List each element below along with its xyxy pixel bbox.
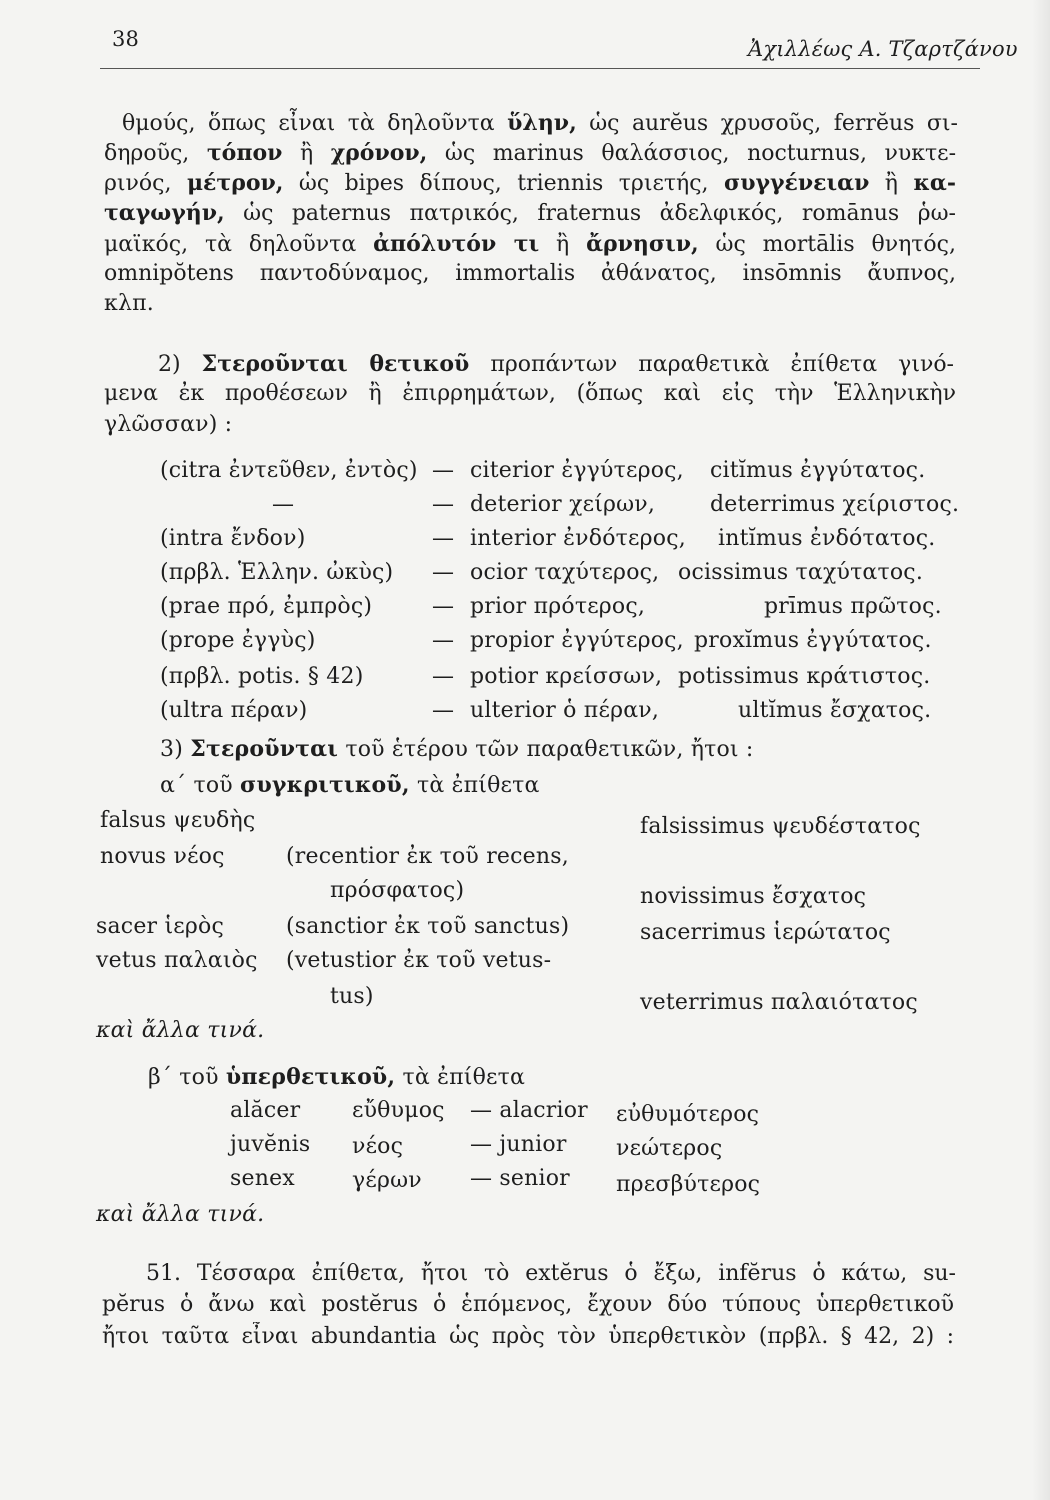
section51-line-2: pĕrus ὁ ἄνω καὶ postĕrus ὁ ἑπόμενος, ἔχουν δύο τύπους ὑπερθετικοῦ <box>102 1292 954 1317</box>
sacer-comparative: (sanctior ἐκ τοῦ sanctus) <box>286 914 570 939</box>
falsus-superlative: falsissimus ψευδέστατος <box>640 814 921 839</box>
running-title: Ἀχιλλέως Α. Τζαρτζάνου <box>748 37 1018 61</box>
section51-line-3: ἤτοι ταῦτα εἶναι abundantia ὡς πρὸς τὸν ὑπερθετικὸν (πρβλ. § 42, 2) : <box>102 1324 954 1349</box>
vetus-positive: vetus παλαιὸς <box>96 948 258 973</box>
intro-line-5: μαϊκός, τὰ δηλοῦντα ἀπόλυτόν τι ἢ ἄρνησιν, ὡς mortālis θνητός, <box>104 231 956 257</box>
book-page: 38 Ἀχιλλέως Α. Τζαρτζάνου θμούς, ὅπως εἶναι τὰ δηλοῦντα ὕλην, ὡς aurĕus χρυσοῦς, ferrĕus σι- δηροῦς, τόπον ἢ χρόνον, ὡς marinus θαλάσσιος, nocturnus, νυκτε- ρινός, μέτρον, ὡς bipes δίπους, triennis τριετής, συγγένειαν ἢ κα- ταγωγήν, ὡς paternus πατρικός, fraternus ἀδελφικός, romānus ῥω- μαϊκός, τὰ δηλοῦντα ἀπόλυτόν τι ἢ ἄρνησιν, ὡς mortālis θνητός, omnipŏtens παντοδύναμος, immortalis ἀθάνατος, insōmnis ἄυπνος, κλπ. 2) Στεροῦνται θετικοῦ προπάντων παραθετικὰ ἐπίθετα γινό- μενα ἐκ προθέσεων ἢ ἐπιρρημάτων, (ὅπως καὶ εἰς τὴν Ἑλληνικὴν γλῶσσαν) : (citra ἐντεῦθεν, ἐντὸς) — citerior ἐγγύτερος, citĭmus ἐγγύτατος. — — deterior χείρων, deterrimus χείριστος. (intra ἔνδον) — interior ἐνδότερος, intĭmus ἐνδότατος. (πρβλ. Ἑλλην. ὠκὺς) — ocior ταχύτερος, ocissimus ταχύτατος. (prae πρό, ἐμπρὸς) — prior πρότερος, prīmus πρῶτος. (prope ἐγγὺς) — propior ἐγγύτερος, proxĭmus ἐγγύτατος. (πρβλ. potis. § 42) — potior κρείσσων, potissimus κράτιστος. (ultra πέραν) — ulterior ὁ πέραν, ultĭmus ἔσχατος. 3) Στεροῦνται τοῦ ἑτέρου τῶν παραθετικῶν, ἤτοι : α΄ τοῦ συγκριτικοῦ, τὰ ἐπίθετα falsus ψευδὴς falsissimus ψευδέστατος novus νέος (recentior ἐκ τοῦ recens, πρόσφατος) novissimus ἔσχατος sacer ἱερὸς (sanctior ἐκ τοῦ sanctus) sacerrimus ἱερώτατος vetus παλαιὸς (vetustior ἐκ τοῦ vetus- tus) veterrimus παλαιότατος καὶ ἄλλα τινά. β΄ τοῦ ὑπερθετικοῦ, τὰ ἐπίθετα alăcer εὔθυμος — alacrior εὐθυμότερος juvĕnis νέος — junior νεώτερος senex γέρων — senior πρεσβύτερος καὶ ἄλλα τινά. 51. Τέσσαρα ἐπίθετα, ἤτοι τὸ extĕrus ὁ ἔξω, infĕrus ὁ κάτω, su- pĕrus ὁ ἄνω καὶ postĕrus ὁ ἑπόμενος, ἔχουν δύο τύπους ὑπερθετικοῦ ἤτοι ταῦτα εἶναι abundantia ὡς πρὸς τὸν ὑπερθετικὸν (πρβλ. § 42, 2) : <box>0 0 1050 1500</box>
header-rule <box>100 68 980 69</box>
section3-alpha-heading: α΄ τοῦ συγκριτικοῦ, τὰ ἐπίθετα <box>160 772 540 798</box>
kai-alla-1: καὶ ἄλλα τινά. <box>96 1018 265 1043</box>
kai-alla-2: καὶ ἄλλα τινά. <box>96 1202 265 1227</box>
section51-line-1: 51. Τέσσαρα ἐπίθετα, ἤτοι τὸ extĕrus ὁ ἔξω, infĕrus ὁ κάτω, su- <box>146 1261 956 1286</box>
novus-comparative-1: (recentior ἐκ τοῦ recens, <box>286 844 569 869</box>
vetus-comparative-1: (vetustior ἐκ τοῦ vetus- <box>286 948 552 973</box>
intro-line-1: θμούς, ὅπως εἶναι τὰ δηλοῦντα ὕλην, ὡς aurĕus χρυσοῦς, ferrĕus σι- <box>122 110 958 136</box>
section3-line-1: 3) Στεροῦνται τοῦ ἑτέρου τῶν παραθετικῶν, ἤτοι : <box>160 736 754 762</box>
section2-line-1: 2) Στεροῦνται θετικοῦ προπάντων παραθετικὰ ἐπίθετα γινό- <box>158 351 954 377</box>
novus-positive: novus νέος <box>100 844 225 869</box>
scan-shadow <box>1032 0 1050 1500</box>
falsus-positive: falsus ψευδὴς <box>100 808 256 833</box>
intro-line-6: omnipŏtens παντοδύναμος, immortalis ἀθάνατος, insōmnis ἄυπνος, <box>104 261 956 286</box>
sacer-superlative: sacerrimus ἱερώτατος <box>640 920 891 945</box>
vetus-comparative-2: tus) <box>330 984 374 1009</box>
section2-line-3: γλῶσσαν) : <box>104 412 233 437</box>
page-number: 38 <box>112 27 140 51</box>
intro-line-3: ρινός, μέτρον, ὡς bipes δίπους, triennis τριετής, συγγένειαν ἢ κα- <box>104 170 956 196</box>
novus-superlative: novissimus ἔσχατος <box>640 884 867 909</box>
sacer-positive: sacer ἱερὸς <box>96 914 224 939</box>
intro-line-2: δηροῦς, τόπον ἢ χρόνον, ὡς marinus θαλάσσιος, nocturnus, νυκτε- <box>104 140 956 166</box>
intro-line-4: ταγωγήν, ὡς paternus πατρικός, fraternus ἀδελφικός, romānus ῥω- <box>104 200 956 226</box>
novus-comparative-2: πρόσφατος) <box>330 878 465 903</box>
section3-beta-heading: β΄ τοῦ ὑπερθετικοῦ, τὰ ἐπίθετα <box>148 1064 526 1090</box>
section2-line-2: μενα ἐκ προθέσεων ἢ ἐπιρρημάτων, (ὅπως καὶ εἰς τὴν Ἑλληνικὴν <box>104 381 956 406</box>
intro-line-7: κλπ. <box>104 291 154 316</box>
vetus-superlative: veterrimus παλαιότατος <box>640 990 918 1015</box>
